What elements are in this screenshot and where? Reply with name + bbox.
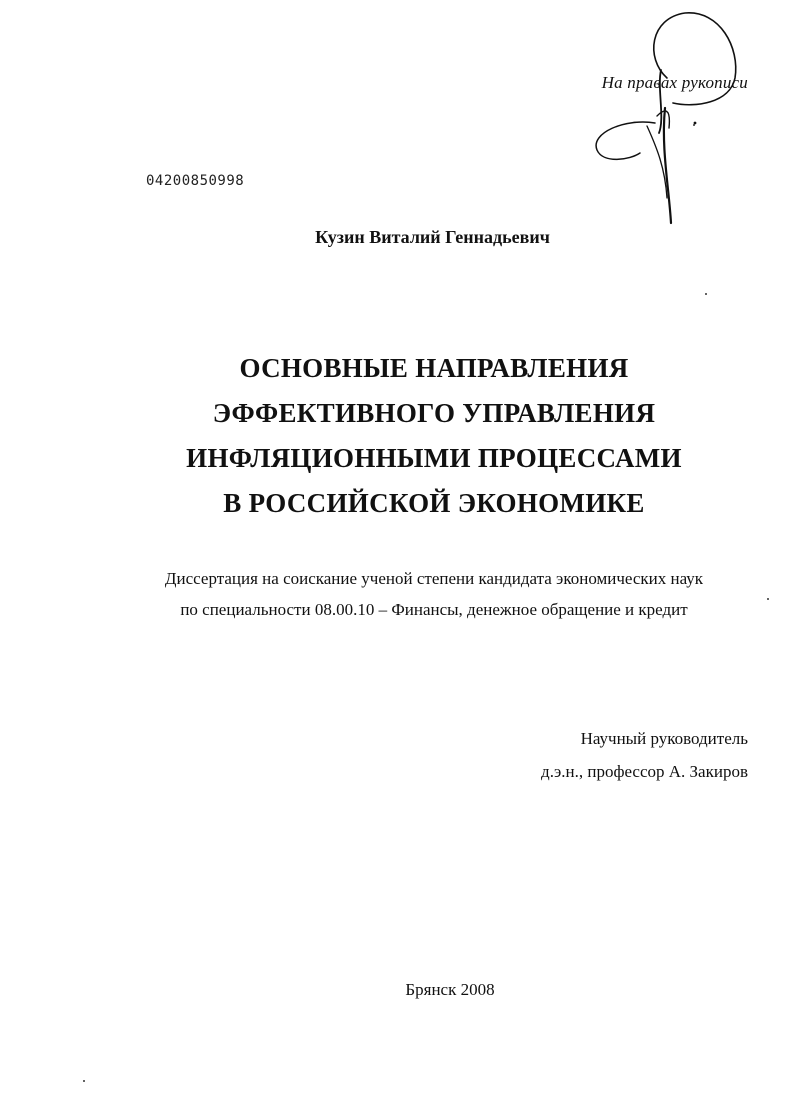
title-line: ИНФЛЯЦИОННЫМИ ПРОЦЕССАМИ (186, 443, 682, 473)
supervisor-block (541, 722, 748, 788)
supervisor-name: д.э.н., профессор А. Закиров (541, 762, 748, 781)
supervisor-role: Научный руководитель (580, 729, 748, 748)
handwritten-signature (585, 8, 760, 233)
degree-statement (0, 563, 794, 625)
title-line: ЭФФЕКТИВНОГО УПРАВЛЕНИЯ (212, 398, 656, 428)
scan-speck (767, 598, 769, 600)
author-name: Кузин Виталий Геннадьевич (315, 227, 550, 247)
degree-line: Диссертация на соискание ученой степени кандидата экономических наук (164, 569, 704, 588)
specialty-line: по специальности 08.00.10 – Финансы, денежное обращение и кредит (180, 600, 688, 619)
title-line: ОСНОВНЫЕ НАПРАВЛЕНИЯ (239, 353, 629, 383)
scan-speck (705, 293, 707, 295)
dissertation-title (0, 346, 794, 526)
title-line: В РОССИЙСКОЙ ЭКОНОМИКЕ (223, 488, 645, 518)
scan-speck (693, 124, 695, 126)
manuscript-note: На правах рукописи (601, 73, 748, 92)
archive-number: 04200850998 (146, 173, 245, 189)
scan-speck (83, 1080, 85, 1082)
city-year: Брянск 2008 (405, 980, 495, 999)
